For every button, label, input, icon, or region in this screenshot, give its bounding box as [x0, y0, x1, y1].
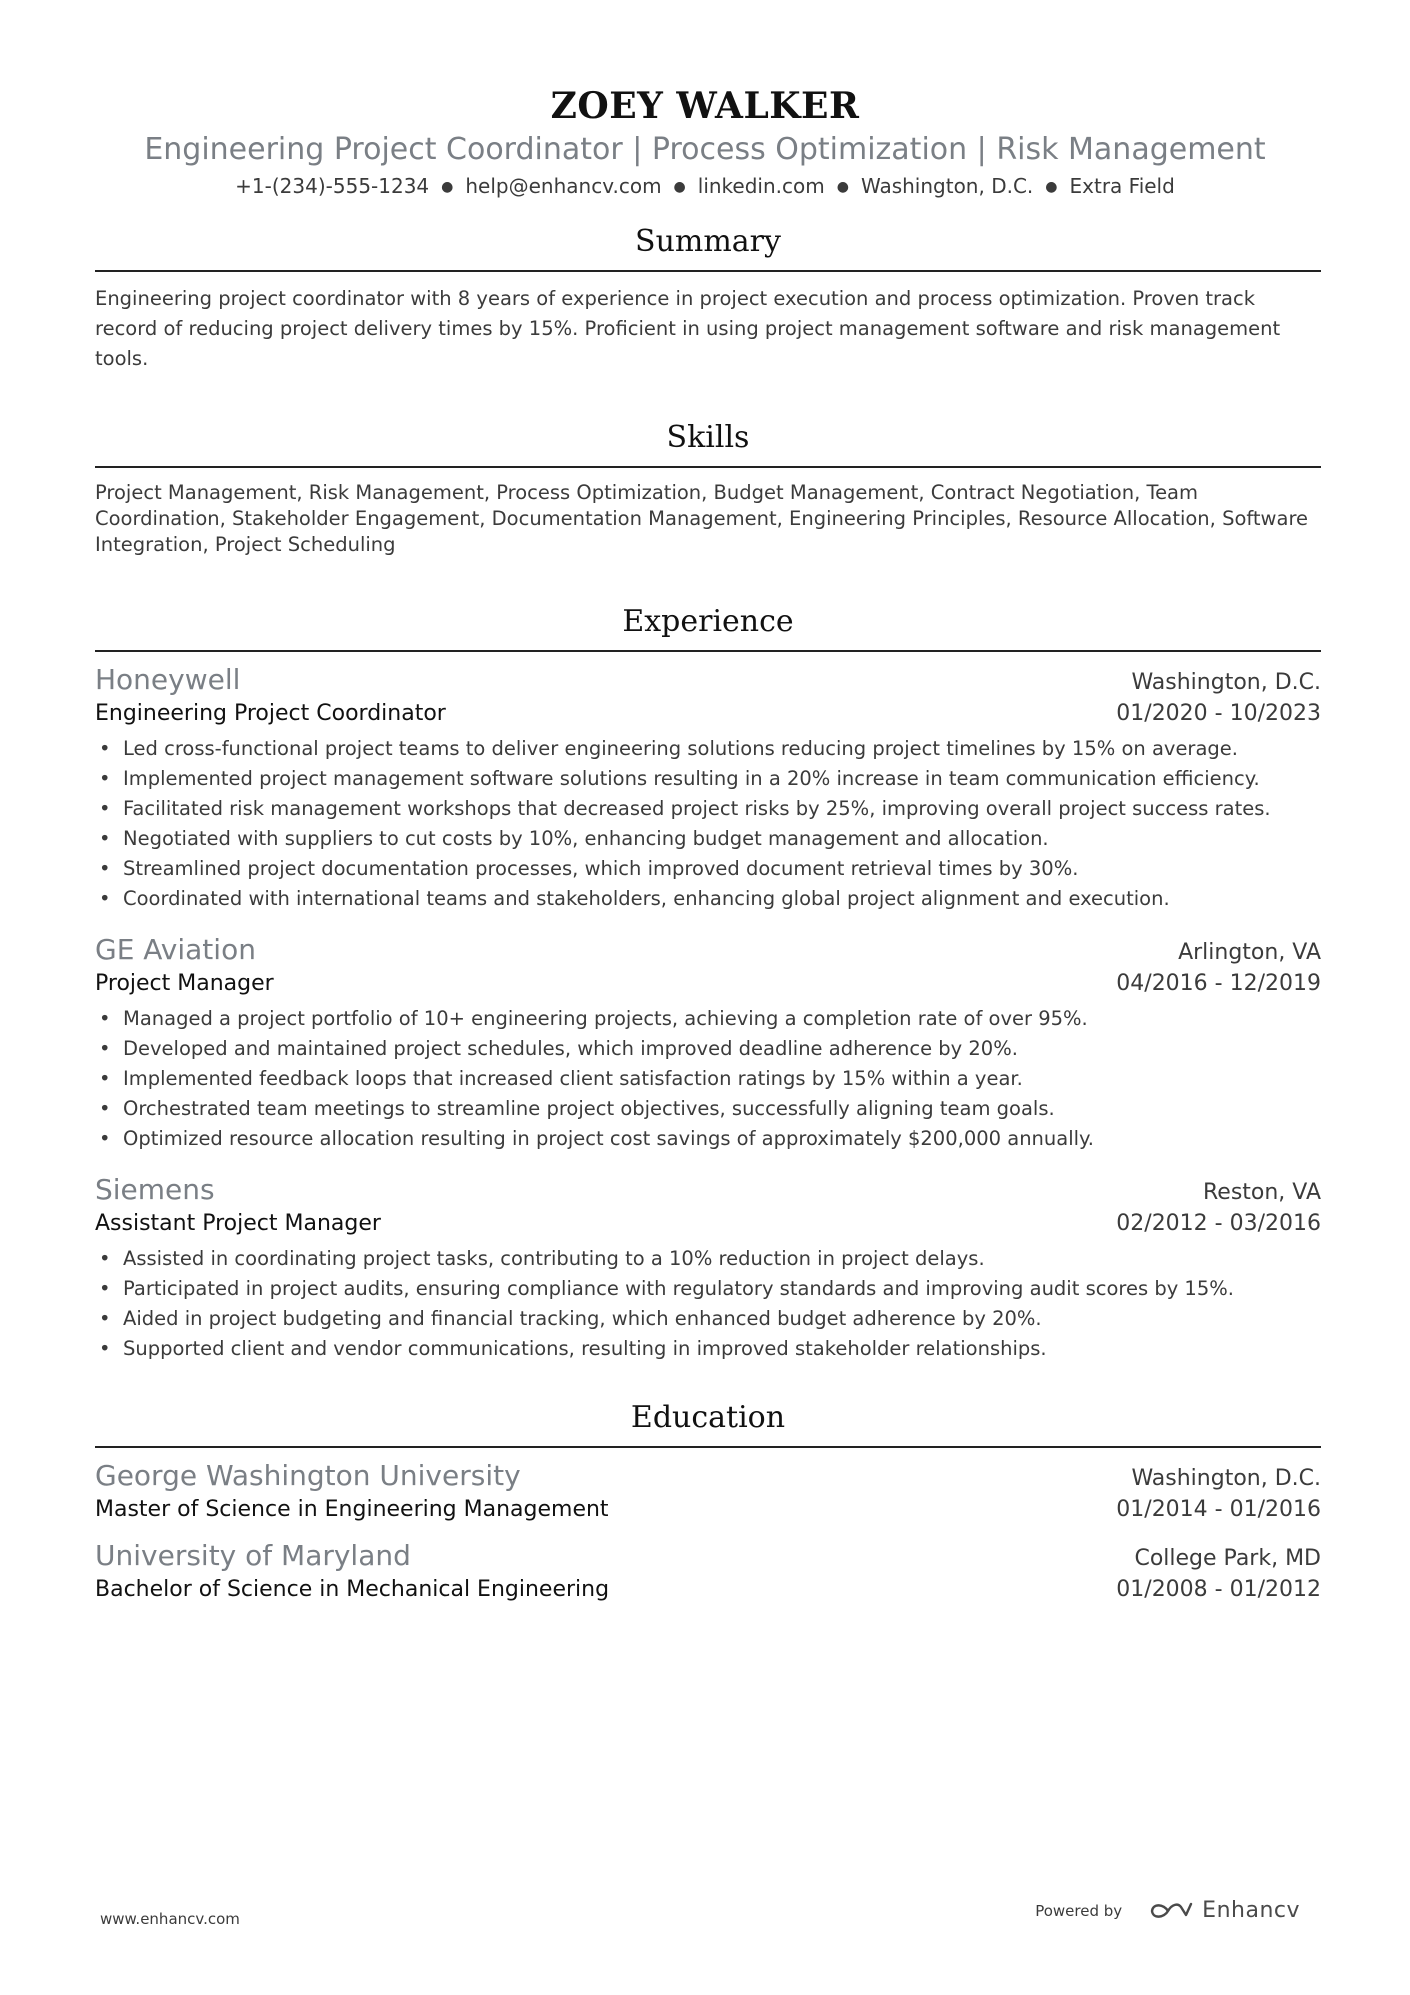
school-name: George Washington University	[95, 1459, 521, 1492]
experience-entry	[95, 1172, 1321, 1364]
separator-dot: ●	[673, 179, 686, 195]
achievement-item: • Managed a project portfolio of 10+ engineering projects, achieving a completion rate of over 95%.	[95, 1004, 1321, 1034]
job-dates: 04/2016 - 12/2019	[1116, 971, 1321, 996]
degree: Master of Science in Engineering Management	[95, 1497, 609, 1522]
job-title: Assistant Project Manager	[95, 1211, 381, 1236]
education-dates: 01/2008 - 01/2012	[1116, 1577, 1321, 1602]
separator-dot: ●	[1045, 179, 1058, 195]
experience-entry	[95, 932, 1321, 1154]
enhancv-logo[interactable]	[1148, 1898, 1300, 1923]
achievement-item: • Implemented project management software solutions resulting in a 20% increase in team communication efficiency.	[95, 764, 1321, 794]
achievement-list	[95, 1244, 1321, 1364]
job-title: Engineering Project Coordinator	[95, 701, 446, 726]
footer-website[interactable]: www.enhancv.com	[100, 1910, 240, 1928]
enhancv-logo-icon	[1148, 1899, 1194, 1923]
summary-section	[95, 222, 1321, 418]
company-name: Honeywell	[95, 663, 241, 696]
education-dates: 01/2014 - 01/2016	[1116, 1497, 1321, 1522]
candidate-headline: Engineering Project Coordinator | Process Optimization | Risk Management	[144, 132, 1266, 167]
education-entry	[95, 1538, 1321, 1606]
achievement-list	[95, 734, 1321, 914]
education-section	[95, 1398, 1321, 1606]
section-title: Summary	[95, 222, 1321, 272]
extra-field: Extra Field	[1069, 174, 1175, 198]
skills-section	[95, 418, 1321, 602]
company-name: GE Aviation	[95, 933, 256, 966]
job-dates: 01/2020 - 10/2023	[1116, 701, 1321, 726]
contact-line	[0, 172, 1410, 201]
school-location: College Park, MD	[1134, 1546, 1321, 1571]
job-location: Reston, VA	[1202, 1180, 1321, 1205]
achievement-list	[95, 1004, 1321, 1154]
achievement-item: • Participated in project audits, ensuring compliance with regulatory standards and improving audit scores by 15%.	[95, 1274, 1321, 1304]
achievement-item: • Streamlined project documentation processes, which improved document retrieval times by 30%.	[95, 854, 1321, 884]
location: Washington, D.C.	[860, 174, 1034, 198]
job-dates: 02/2012 - 03/2016	[1116, 1211, 1321, 1236]
candidate-name: ZOEY WALKER	[550, 85, 860, 127]
company-name: Siemens	[95, 1173, 215, 1206]
achievement-item: • Supported client and vendor communications, resulting in improved stakeholder relationships.	[95, 1334, 1321, 1364]
education-entry	[95, 1458, 1321, 1526]
email[interactable]: help@enhancv.com	[465, 174, 662, 198]
achievement-item: • Orchestrated team meetings to streamline project objectives, successfully aligning team goals.	[95, 1094, 1321, 1124]
job-location: Arlington, VA	[1178, 940, 1321, 965]
achievement-item: • Assisted in coordinating project tasks, contributing to a 10% reduction in project delays.	[95, 1244, 1321, 1274]
summary-text: Engineering project coordinator with 8 years of experience in project execution and process optimization. Proven track record of reducing project delivery times by 15%. Proficient in using project management software and risk management tools.	[95, 287, 1281, 370]
resume-content	[95, 222, 1321, 1624]
achievement-item: • Negotiated with suppliers to cut costs by 10%, enhancing budget management and allocation.	[95, 824, 1321, 854]
achievement-item: • Developed and maintained project schedules, which improved deadline adherence by 20%.	[95, 1034, 1321, 1064]
school-location: Washington, D.C.	[1131, 1466, 1321, 1491]
skills-text: Project Management, Risk Management, Process Optimization, Budget Management, Contract Negotiation, Team Coordination, Stakeholder Engagement, Documentation Management, Engineering Principles, Resource Allocation, Software Integration, Project Scheduling	[95, 481, 1309, 556]
degree: Bachelor of Science in Mechanical Engineering	[95, 1577, 610, 1602]
achievement-item: • Led cross-functional project teams to deliver engineering solutions reducing project timelines by 15% on average.	[95, 734, 1321, 764]
separator-dot: ●	[441, 179, 454, 195]
section-title: Experience	[95, 602, 1321, 652]
achievement-item: • Optimized resource allocation resulting in project cost savings of approximately $200,000 annually.	[95, 1124, 1321, 1154]
phone: +1-(234)-555-1234	[235, 174, 430, 198]
job-location: Washington, D.C.	[1131, 670, 1321, 695]
achievement-item: • Implemented feedback loops that increased client satisfaction ratings by 15% within a year.	[95, 1064, 1321, 1094]
experience-section	[95, 602, 1321, 1398]
school-name: University of Maryland	[95, 1539, 411, 1572]
achievement-item: • Aided in project budgeting and financial tracking, which enhanced budget adherence by 20%.	[95, 1304, 1321, 1334]
section-title: Education	[95, 1398, 1321, 1448]
brand-name: Enhancv	[1202, 1898, 1300, 1923]
separator-dot: ●	[836, 179, 849, 195]
powered-by-label: Powered by	[1035, 1901, 1123, 1920]
achievement-item: • Facilitated risk management workshops that decreased project risks by 25%, improving overall project success rates.	[95, 794, 1321, 824]
section-title: Skills	[95, 418, 1321, 468]
achievement-item: • Coordinated with international teams and stakeholders, enhancing global project alignment and execution.	[95, 884, 1321, 914]
linkedin[interactable]: linkedin.com	[697, 174, 825, 198]
job-title: Project Manager	[95, 971, 274, 996]
resume-header	[0, 0, 1410, 201]
experience-entry	[95, 662, 1321, 914]
footer-branding	[1035, 1898, 1300, 1923]
